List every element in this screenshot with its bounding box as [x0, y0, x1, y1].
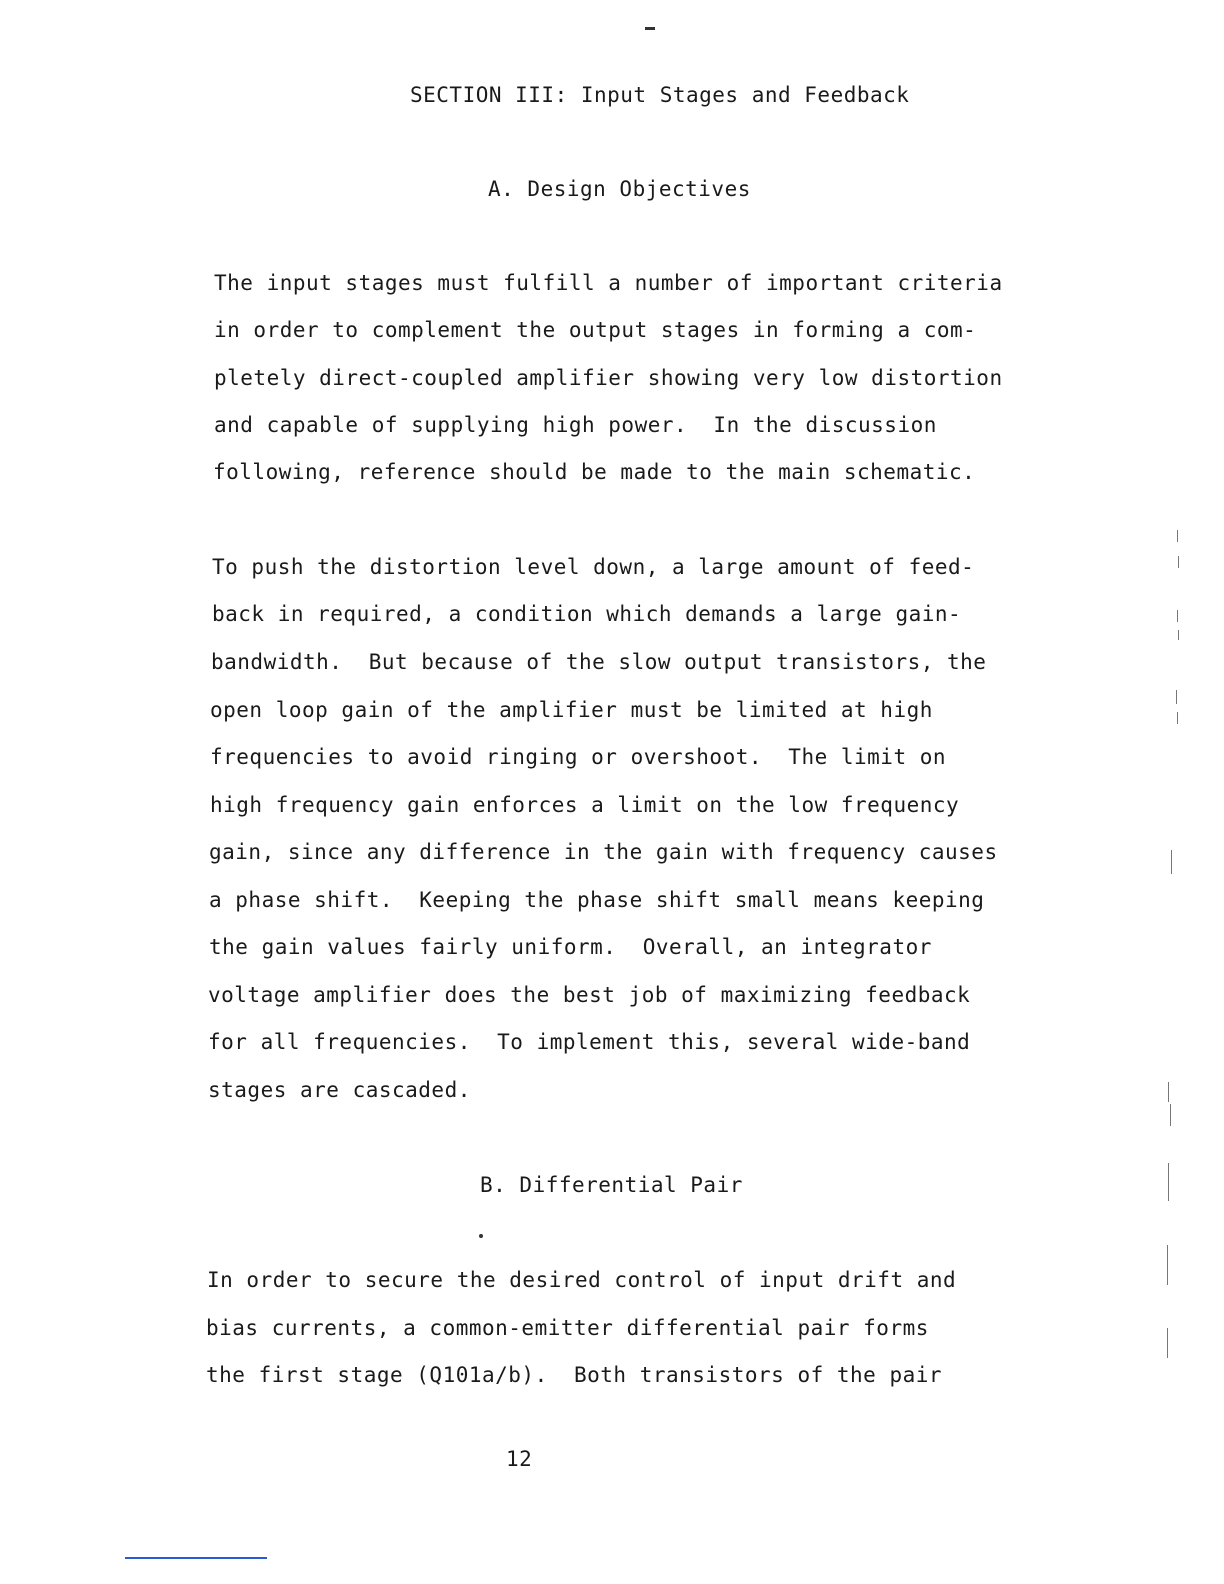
paragraph-line: voltage amplifier does the best job of maximizing feedback	[208, 983, 971, 1007]
paragraph-line: in order to complement the output stages in forming a com-	[214, 318, 977, 342]
margin-mark	[1168, 1082, 1169, 1102]
paragraph-line: gain, since any difference in the gain with frequency causes	[209, 840, 998, 864]
paragraph-line: and capable of supplying high power. In the discussion	[214, 413, 937, 437]
paragraph-line: bandwidth. But because of the slow output transistors, the	[211, 650, 987, 674]
paragraph-line: In order to secure the desired control of input drift and	[207, 1268, 957, 1292]
paragraph-line: following, reference should be made to the main schematic.	[213, 460, 976, 484]
paragraph-line: bias currents, a common-emitter differential pair forms	[206, 1316, 929, 1340]
paragraph-line: To push the distortion level down, a large amount of feed-	[212, 555, 975, 579]
paragraph-line: the first stage (Q101a/b). Both transistors of the pair	[206, 1363, 943, 1387]
paragraph-line: stages are cascaded.	[208, 1078, 471, 1102]
scan-speck	[645, 27, 655, 30]
paragraph-line: a phase shift. Keeping the phase shift small means keeping	[209, 888, 985, 912]
scan-speck	[479, 1234, 483, 1238]
subsection-a-title: A. Design Objectives	[488, 177, 751, 201]
paragraph-line: open loop gain of the amplifier must be limited at high	[210, 698, 933, 722]
section-title: SECTION III: Input Stages and Feedback	[410, 83, 910, 107]
subsection-b-title: B. Differential Pair	[480, 1173, 743, 1197]
paragraph-line: pletely direct-coupled amplifier showing very low distortion	[214, 366, 1003, 390]
paragraph-line: The input stages must fulfill a number of important criteria	[214, 271, 1003, 295]
paragraph-line: back in required, a condition which demands a large gain-	[212, 602, 962, 626]
margin-mark	[1167, 1245, 1168, 1285]
margin-mark	[1170, 1104, 1171, 1126]
margin-mark	[1171, 850, 1172, 874]
margin-mark	[1177, 530, 1178, 542]
margin-mark	[1167, 1328, 1168, 1358]
margin-mark	[1177, 712, 1178, 724]
margin-mark	[1176, 690, 1177, 704]
margin-mark	[1168, 1163, 1169, 1201]
margin-mark	[1177, 610, 1178, 622]
paragraph-line: frequencies to avoid ringing or overshoot. The limit on	[210, 745, 947, 769]
paragraph-line: the gain values fairly uniform. Overall, an integrator	[209, 935, 932, 959]
paragraph-line: for all frequencies. To implement this, several wide-band	[208, 1030, 971, 1054]
margin-mark	[1178, 556, 1179, 568]
bottom-rule	[125, 1557, 267, 1559]
margin-mark	[1178, 630, 1179, 640]
page-number: 12	[506, 1447, 533, 1471]
paragraph-line: high frequency gain enforces a limit on the low frequency	[210, 793, 960, 817]
